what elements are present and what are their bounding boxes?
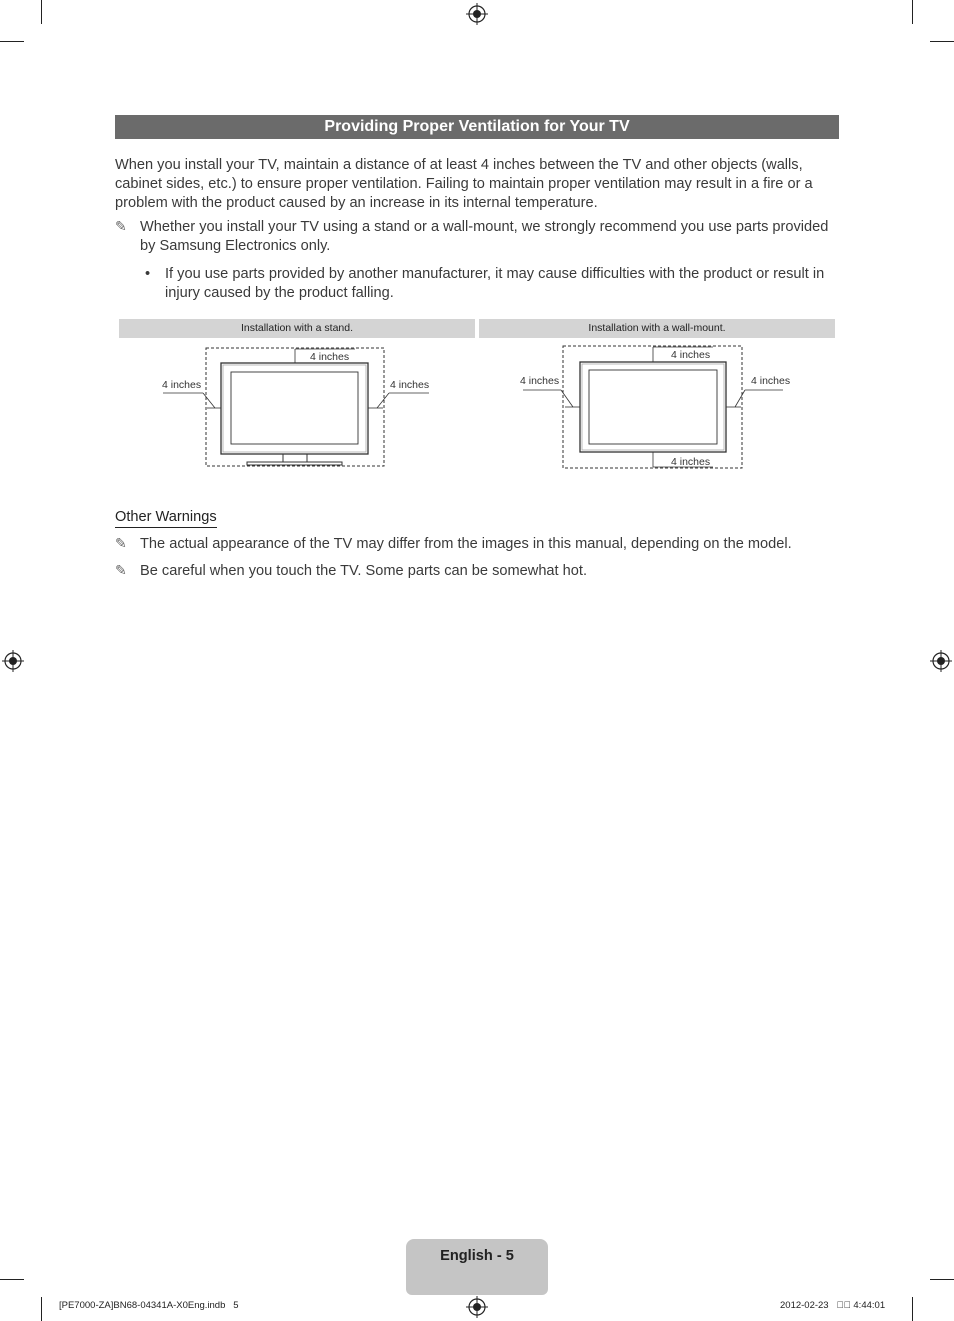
stand-right-label: 4 inches bbox=[390, 379, 430, 391]
tv-screen bbox=[589, 370, 717, 444]
page-number-label: English - 5 bbox=[440, 1248, 514, 1264]
bullet-text: If you use parts provided by another manufacturer, it may cause difficulties with the product or result in injury caused by the product falling. bbox=[165, 266, 825, 301]
figure-header-wall-mount: Installation with a wall-mount. bbox=[479, 319, 835, 338]
section-title: Providing Proper Ventilation for Your TV bbox=[115, 115, 839, 139]
crop-mark bbox=[41, 0, 42, 24]
print-timestamp: 2012-02-23 ￿￿ 4:44:01 bbox=[780, 1300, 886, 1311]
wall-top-label: 4 inches bbox=[671, 349, 711, 361]
wall-bottom-label: 4 inches bbox=[671, 456, 711, 468]
wall-left-label: 4 inches bbox=[520, 375, 560, 387]
file-slug: [PE7000-ZA]BN68-04341A-X0Eng.indb 5 bbox=[59, 1300, 239, 1311]
crop-mark bbox=[930, 1279, 954, 1280]
registration-mark-icon bbox=[466, 3, 488, 25]
warning-item: The actual appearance of the TV may differ from the images in this manual, depending on the model. bbox=[140, 536, 792, 552]
crop-mark bbox=[912, 1297, 913, 1321]
pencil-note-icon: ✎ bbox=[115, 219, 127, 235]
tv-bezel bbox=[221, 363, 368, 454]
registration-mark-icon bbox=[930, 650, 952, 672]
intro-paragraph: When you install your TV, maintain a distance of at least 4 inches between the TV and other objects (walls, cabinet sides, etc.) to ensure proper ventilation. Failing to maintain proper ventilation may result in a fire or a problem with the product caused by an increase in its internal temperature. bbox=[115, 157, 813, 211]
registration-mark-icon bbox=[466, 1296, 488, 1318]
crop-mark bbox=[41, 1297, 42, 1321]
tv-outer-shadow bbox=[582, 364, 724, 450]
page-number-tab bbox=[406, 1239, 548, 1295]
stand-installation-diagram bbox=[119, 338, 475, 472]
crop-mark bbox=[912, 0, 913, 24]
pencil-note-icon: ✎ bbox=[115, 536, 127, 552]
wall-right-label: 4 inches bbox=[751, 375, 791, 387]
pencil-note-icon: ✎ bbox=[115, 563, 127, 579]
figure-header-stand: Installation with a stand. bbox=[119, 319, 475, 338]
wall-mount-installation-diagram bbox=[479, 338, 835, 472]
stand-left-label: 4 inches bbox=[162, 379, 202, 391]
stand-top-label: 4 inches bbox=[310, 351, 350, 363]
crop-mark bbox=[0, 41, 24, 42]
crop-mark bbox=[0, 1279, 24, 1280]
other-warnings-heading: Other Warnings bbox=[115, 508, 217, 528]
registration-mark-icon bbox=[2, 650, 24, 672]
note-text: Whether you install your TV using a stand or a wall-mount, we strongly recommend you use parts provided by Samsung Electronics only. bbox=[140, 219, 829, 254]
warning-item: Be careful when you touch the TV. Some parts can be somewhat hot. bbox=[140, 563, 587, 579]
tv-outer-shadow bbox=[223, 365, 366, 452]
tv-screen bbox=[231, 372, 358, 444]
tv-bezel bbox=[580, 362, 726, 452]
bullet-icon: • bbox=[145, 266, 151, 282]
tv-stand-base bbox=[247, 462, 342, 465]
clearance-boundary bbox=[206, 348, 384, 466]
crop-mark bbox=[930, 41, 954, 42]
